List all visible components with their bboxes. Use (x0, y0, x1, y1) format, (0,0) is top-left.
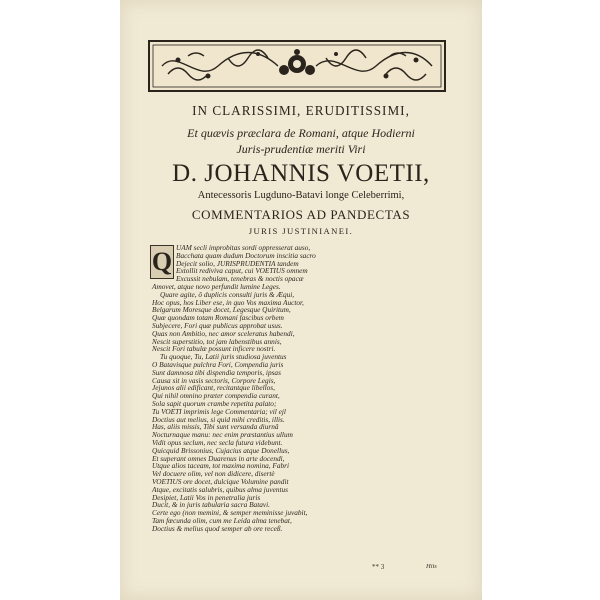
poem-line: Hoc opus, hos Liber ese, in quo Vos maxima Auctor, (152, 297, 304, 307)
poem-line: Jejunos alii edificant, recitantque libellos, (152, 383, 275, 393)
poem-line: Causa sit in vasis sectoris, Corpore Legis, (152, 375, 276, 385)
poem-line: Belgarum Moresque docet, Legesque Quiritum, (152, 305, 291, 315)
poem-line: Utque alios taceam, tot maxima nomina, Fabri (152, 461, 290, 471)
poem-line: Quæ quondam totam Romani fascibus orbem (152, 313, 284, 323)
heading-line-2: Et quævis præclara de Romani, atque Hodierni (187, 126, 415, 140)
author-name: D. JOHANNIS VOETII, (172, 160, 430, 187)
poem-line: Dejecit solio, JURISPRUDENTIA tandem (176, 258, 299, 268)
poem-line: Certe ego (non memini, & semper meminisse juvabit, (152, 508, 308, 518)
work-title: COMMENTARIOS AD PANDECTAS (191, 207, 411, 222)
poem-line: Nocturnaque manu: nec enim præstantius ullum (152, 430, 293, 440)
signature-mark: ** 3 (372, 563, 385, 571)
poem-line: Tu VOETI imprimis lege Commentaria; vil ejl (152, 406, 286, 416)
poem-line: Quas non Ambitio, nec amor sceleratus habendi, (152, 328, 295, 338)
poem-line: Amovet, atque novo perfundit lumine Leges. (152, 281, 281, 291)
poem-line: Extollit rediviva caput, cui VOETIUS omnem (176, 266, 308, 276)
heading-line-3: Juris-prudentiæ meriti Viri (236, 142, 366, 156)
poem-line: Has, aliis missis, Tibi sunt versanda diurnâ (152, 422, 279, 432)
poem-line: VOETIUS ore docet, dulcique Volumine pandit (152, 476, 289, 486)
poem-line: Bacchata quam dudum Doctorum inscitia sacro (176, 250, 316, 260)
poem-line: UAM secli improbitas sordi oppresserat auso, (176, 243, 311, 252)
poem-line: Tam fœcunda olim, cum me Leida alma tenebat, (152, 515, 292, 525)
poem-line: Quicquid Brissonius, Cujacius atque Donellus, (152, 445, 290, 455)
poem-line: Sola sapit quorum crambe repetita palato; (152, 398, 277, 408)
poem-line: Atque, excitatis salubris, quibus alma juventus (152, 484, 288, 494)
poem-line: Vidit opus seclum, nec secla futura videbunt. (152, 437, 283, 447)
poem-line: Vel docuere olim, vel non didicere, disertè (152, 469, 275, 479)
poem-line: Quare agite, ô duplicis consulti juris & Æqui, (160, 289, 295, 299)
book-page (120, 0, 482, 600)
poem-line: Nescit Fori tabulæ possunt inficere nostri. (152, 344, 276, 354)
poem-line: Sunt damnosa tibi dispendia temporis, ipsas (152, 367, 281, 377)
drop-cap-letter: Q (151, 247, 173, 276)
poem-line: Nescit superstitio, tot jam labenstibus annis, (152, 336, 282, 346)
poem-line: Qui nihil omnino præter compendia curant, (152, 391, 280, 401)
drop-cap-initial (150, 245, 174, 279)
poem-body (152, 244, 462, 532)
headpiece-ornament (148, 40, 446, 92)
poem-line: Et superant omnes Duarenus in arte docendi, (152, 453, 285, 463)
work-subtitle: JURIS JUSTINIANEI. (248, 226, 354, 236)
catchword: Hiis (426, 563, 437, 570)
author-description: Antecessoris Lugduno-Batavi longe Celeberrimi, (197, 190, 405, 201)
poem-line: Doctius aut melius, si quid mihi creditis, illis. (152, 414, 285, 424)
poem-line: Desipiet, Latii Vos in penetralia juris (152, 492, 261, 502)
poem-line: Excussit nebulam, tenebras & noctis opacæ (176, 274, 304, 284)
poem-line: Ducit, & in juris tabularia sacra Batavi. (152, 500, 270, 510)
poem-line: Doctius & melius quod semper ab ore receß. (152, 523, 283, 533)
poem-line: Tu quoque, Tu, Latii juris studiosa juventus (160, 352, 287, 362)
poem-line: Subjecere, Fori quæ publicus approbat usus. (152, 320, 283, 330)
heading-line-1: IN CLARISSIMI, ERUDITISSIMI, (192, 103, 410, 118)
poem-line: O Batavisque pulchra Fori, Compendia juris (152, 359, 284, 369)
